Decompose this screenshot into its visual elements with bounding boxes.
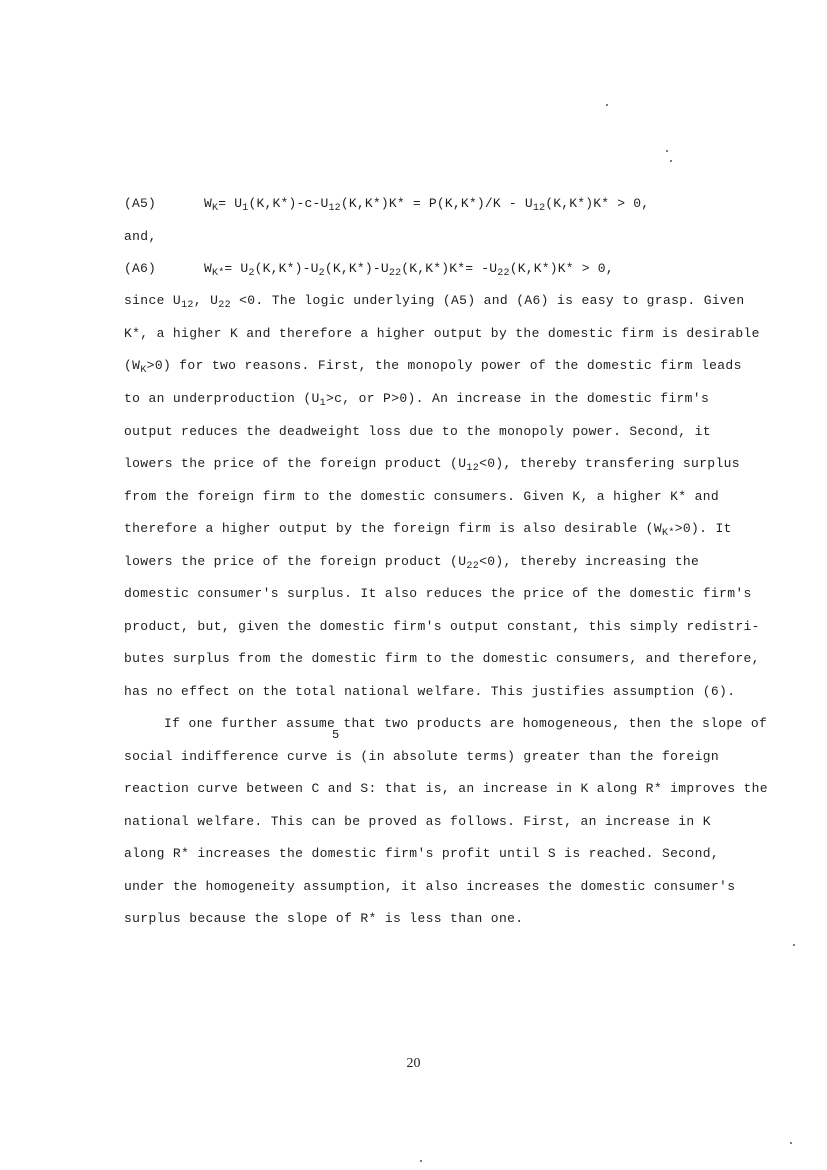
equation-a5-expression: $W_K= U_1(K,K*)-c-U_{12}(K,K*)K* = P(K,K*)/K - U_{12}(K,K*)K* > 0$,	[204, 196, 650, 214]
equation-a5	[124, 196, 649, 214]
text-line: to an underproduction ($U_1>c$, or P>0). An increase in the domestic firm's	[124, 391, 710, 409]
scan-speck	[670, 160, 672, 162]
text-line: social indifference curve is (in absolute terms) greater than the foreign	[124, 749, 720, 764]
text-line: K*, a higher K and therefore a higher output by the domestic firm is desirable	[124, 326, 760, 341]
text-line: reaction curve between C and S: that is, an increase in K along R* improves the	[124, 781, 768, 796]
text-line: domestic consumer's surplus. It also reduces the price of the domestic firm's	[124, 586, 752, 601]
text-line: If one further assume that two products are homogeneous, then the slope of	[164, 716, 768, 731]
text-line: under the homogeneity assumption, it also increases the domestic consumer's	[124, 879, 736, 894]
equation-a6-expression: $W_{K*}= U_2(K,K*)-U_2(K,K*)-U_{22}(K,K*)K*= -U_{22}(K,K*)K* > 0$,	[204, 261, 614, 279]
and-text: and,	[124, 229, 157, 244]
text-line: national welfare. This can be proved as follows. First, an increase in K	[124, 814, 711, 829]
text-line: lowers the price of the foreign product $(U_{22}<0)$, thereby increasing the	[124, 554, 700, 572]
footnote-marker: 5	[332, 728, 340, 742]
text-line: has no effect on the total national welfare. This justifies assumption (6).	[124, 684, 736, 699]
equation-a6-label: (A6)	[124, 261, 157, 276]
text-line: product, but, given the domestic firm's output constant, this simply redistri-	[124, 619, 760, 634]
scan-speck	[790, 1142, 792, 1144]
text-line: butes surplus from the domestic firm to the domestic consumers, and therefore,	[124, 651, 760, 666]
text-line: surplus because the slope of R* is less than one.	[124, 911, 524, 926]
text-line: since $U_{12}$, $U_{22} <0$. The logic underlying (A5) and (A6) is easy to grasp. Given	[124, 293, 745, 311]
text-line: lowers the price of the foreign product $(U_{12}<0)$, thereby transfering surplus	[124, 456, 740, 474]
equation-a5-label: (A5)	[124, 196, 157, 211]
text-line: $(W_K>0)$ for two reasons. First, the monopoly power of the domestic firm leads	[124, 358, 742, 376]
scan-speck	[666, 150, 668, 152]
scan-speck	[793, 944, 795, 946]
text-line: output reduces the deadweight loss due to the monopoly power. Second, it	[124, 424, 711, 439]
page-number: 20	[406, 1056, 421, 1071]
text-line: from the foreign firm to the domestic consumers. Given K, a higher K* and	[124, 489, 720, 504]
text-line: therefore a higher output by the foreign firm is also desirable $(W_{K*}>0)$. It	[124, 521, 732, 539]
text-line: along R* increases the domestic firm's profit until S is reached. Second,	[124, 846, 720, 861]
equation-a6	[124, 261, 614, 279]
scan-speck	[420, 1160, 422, 1162]
scan-speck	[606, 104, 608, 106]
